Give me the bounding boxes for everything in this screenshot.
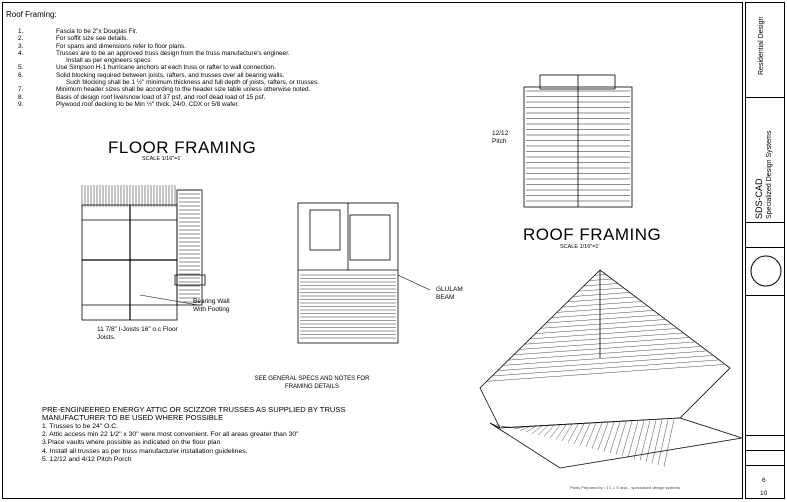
joist-label: 11 7/8" I-Joists 16" o.c Floor Joists.	[97, 326, 178, 341]
truss-notes	[42, 406, 372, 464]
note-number: 6.	[18, 71, 24, 79]
truss-note-item: 5. 12/12 and 4/12 Pitch Porch	[42, 456, 132, 463]
floor-framing-title: FLOOR FRAMING	[108, 138, 257, 157]
note-item	[18, 35, 538, 42]
note-item	[18, 72, 538, 79]
note-text: Solid blocking required between joists, rafters, and trusses over all bearing walls.	[56, 71, 285, 79]
pitch-label: 12/12 Pitch	[492, 130, 509, 145]
note-item	[18, 94, 538, 101]
truss-note-item: 3.Place vaults where possible as indicated on the floor plan	[42, 439, 221, 447]
company-label: Residential Design	[758, 16, 765, 75]
note-text: Minimum header sizes shall be according to the header size table unless otherwise noted.	[56, 86, 311, 94]
note-text: Use Simpson H-1 hurricane anchors at each truss or rafter to wall connection.	[56, 64, 276, 72]
note-number: 3.	[18, 42, 24, 50]
note-number: 2.	[18, 35, 24, 43]
note-item	[18, 101, 538, 108]
roof-framing-plan	[520, 75, 640, 210]
second-floor-framing-plan	[290, 195, 410, 345]
floor-framing-scale: SCALE 1/16"=1'	[142, 156, 182, 162]
general-specs-note: SEE GENERAL SPECS AND NOTES FOR FRAMING DETAILS	[254, 376, 370, 390]
note-number: 5.	[18, 64, 24, 72]
sheet-number: 6	[762, 477, 766, 484]
note-item	[18, 50, 538, 57]
firm-name-line1: SDS-CAD	[754, 178, 764, 219]
roof-framing-title: ROOF FRAMING	[523, 225, 662, 244]
note-text: Trusses are to be an approved truss design from the truss manufacture's engineer.	[56, 49, 290, 57]
note-number: 7.	[18, 86, 24, 94]
truss-notes-heading: PRE-ENGINEERED ENERGY ATTIC OR SCIZZOR TRUSSES AS SUPPLIED BY TRUSS MANUFACTURER TO BE USED WHERE POSSIBLE	[42, 405, 346, 423]
sheet-total: 10	[760, 490, 768, 497]
note-item	[18, 43, 538, 50]
truss-note-item: 2. Attic access min 22 1/2" x 30" were most convenient. For all areas greater than 30"	[42, 431, 299, 439]
note-item	[18, 79, 538, 86]
firm-name-line2: Specialized Design Systems	[766, 130, 773, 219]
note-text: For spans and dimensions refer to floor plans.	[56, 42, 187, 50]
note-text: Basis of design roof live/snow load of 37 psf, and roof dead load of 15 psf.	[56, 93, 266, 101]
note-text: Such blocking shall be 1 ½" minimum thickness and full depth of joists, rafters, or trusses.	[66, 79, 320, 87]
roof-framing-notes	[18, 28, 538, 108]
footer-note: Plans Prepared by / 1 1 1 © and... specialized design systems	[570, 485, 680, 490]
note-text: Plywood roof decking to be Min ½" thick, 24/0, CDX or 5/8 wafer.	[56, 100, 240, 108]
glulam-beam-label: GLULAM BEAM	[436, 286, 463, 301]
note-item	[18, 28, 538, 35]
floor-framing-plan	[80, 185, 210, 345]
note-item	[18, 86, 538, 93]
note-number: 1.	[18, 28, 24, 35]
note-item	[18, 64, 538, 71]
title-block	[745, 2, 785, 499]
note-number: 9.	[18, 100, 24, 108]
truss-note-item: 1. Trusses to be 24" O.C.	[42, 422, 119, 430]
note-text: Fascia to be 2"x Douglas Fir.	[56, 28, 138, 35]
notes-title: Roof Framing:	[6, 10, 57, 19]
roof-framing-scale: SCALE 1/16"=1'	[560, 244, 600, 250]
note-text: For soffit size see details.	[56, 35, 128, 43]
roof-framing-perspective	[480, 268, 742, 483]
note-text: Install as per engineers specs	[66, 57, 151, 65]
truss-note-item: 4. Install all trusses as per truss manufacturer installation guidelines.	[42, 447, 248, 455]
note-number: 4.	[18, 49, 24, 57]
note-number	[18, 57, 56, 64]
note-number: 8.	[18, 93, 24, 101]
bearing-wall-label: Bearing Wall With Footing	[193, 298, 230, 313]
note-item	[18, 57, 538, 64]
note-number	[18, 79, 56, 86]
logo-circle	[748, 253, 784, 289]
